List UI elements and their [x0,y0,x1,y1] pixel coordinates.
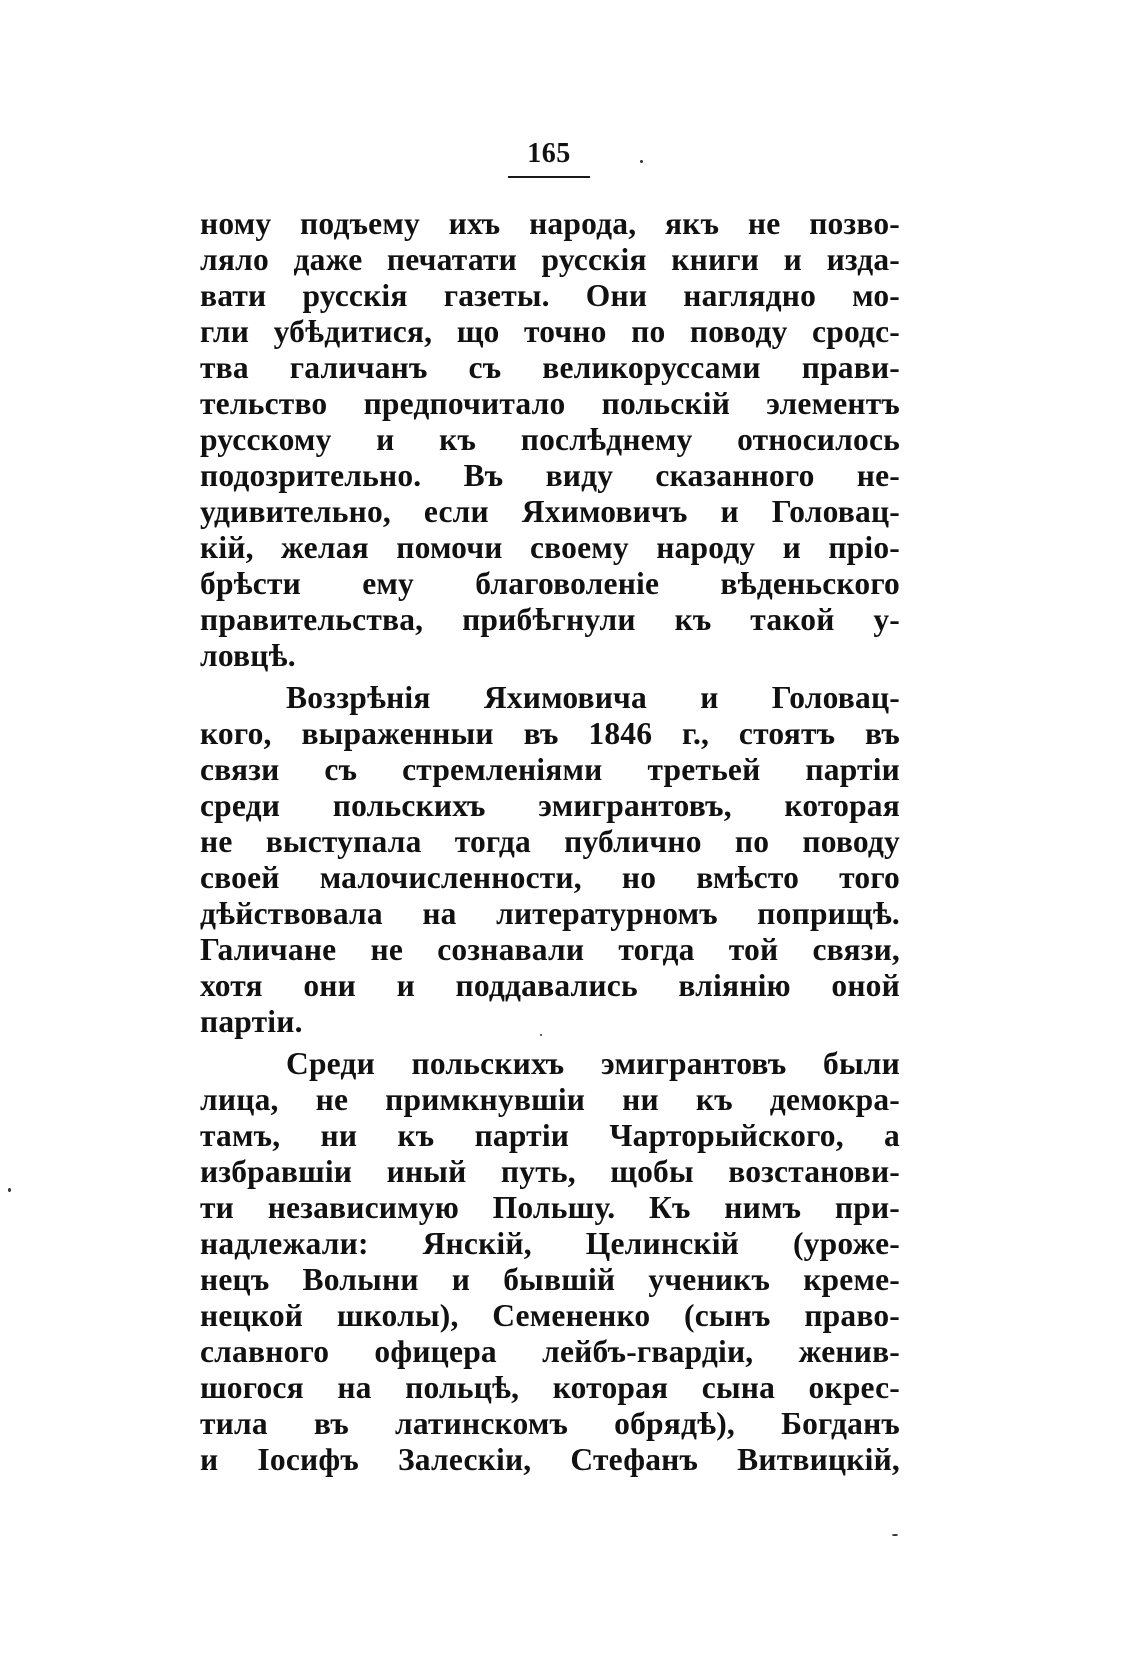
text-line: шогося на польцѣ, которая сына окрес- [200,1370,900,1405]
text-line: и Іосифъ Залескіи, Стефанъ Витвицкій, [200,1442,900,1477]
text-line: надлежали: Янскій, Целинскій (уроже- [200,1226,900,1261]
text-line: правительства, прибѣгнули къ такой у- [200,602,900,637]
text-line: гли убѣдитися, що точно по поводу сродс- [200,314,900,349]
text-line: брѣсти ему благоволеніе вѣденьского [200,566,900,601]
scan-speck [8,1188,11,1192]
text-line: нецъ Волыни и бывшій ученикъ креме- [200,1262,900,1297]
text-line: избравшіи иный путь, щобы возстанови- [200,1154,900,1189]
text-line: удивительно, если Яхимовичъ и Головац- [200,494,900,529]
text-line: хотя они и поддавались вліянію оной [200,968,900,1003]
text-line: вати русскія газеты. Они наглядно мо- [200,278,900,313]
text-line: подозрительно. Въ виду сказанного не- [200,458,900,493]
scan-speck [892,1534,898,1536]
text-line: дѣйствовала на литературномъ поприщѣ. [200,896,900,931]
scan-speck [640,160,643,163]
scan-speck [540,1034,542,1036]
text-line: русскому и къ послѣднему относилось [200,422,900,457]
text-line: тва галичанъ съ великоруссами прави- [200,350,900,385]
paragraph-first-line: Среди польскихъ эмигрантовъ были [286,1046,900,1081]
text-line: славного офицера лейбъ-гвардіи, женив- [200,1334,900,1369]
text-line: партіи. [200,1004,303,1039]
text-line: ловцѣ. [200,638,296,673]
text-line: кій, желая помочи своему народу и прiо- [200,530,900,565]
page-number: 165 [527,138,571,169]
text-line: ти независимую Польшу. Къ нимъ при- [200,1190,900,1225]
text-line: тельство предпочитало польскій элементъ [200,386,900,421]
text-line: кого, выраженныи въ 1846 г., стоятъ въ [200,716,900,751]
text-line: тила въ латинскомъ обрядѣ), Богданъ [200,1406,900,1441]
paragraph-first-line: Воззрѣнія Яхимовича и Головац- [286,680,900,715]
text-line: Галичане не сознавали тогда той связи, [200,932,900,967]
text-line: среди польскихъ эмигрантовъ, которая [200,788,900,823]
page-number-rule [508,176,590,178]
text-line: тамъ, ни къ партіи Чарторыйского, а [200,1118,900,1153]
text-line: ляло даже печатати русскія книги и издa- [200,242,900,277]
text-line: связи съ стремленіями третьей партіи [200,752,900,787]
text-line: лица, не примкнувшіи ни къ демокра- [200,1082,900,1117]
text-line: не выступала тогда публично по поводу [200,824,900,859]
text-line: нецкой школы), Семененко (сынъ право- [200,1298,900,1333]
text-line: ному подъему ихъ народа, якъ не позво- [200,206,900,241]
text-line: своей малочисленности, но вмѣсто того [200,860,900,895]
